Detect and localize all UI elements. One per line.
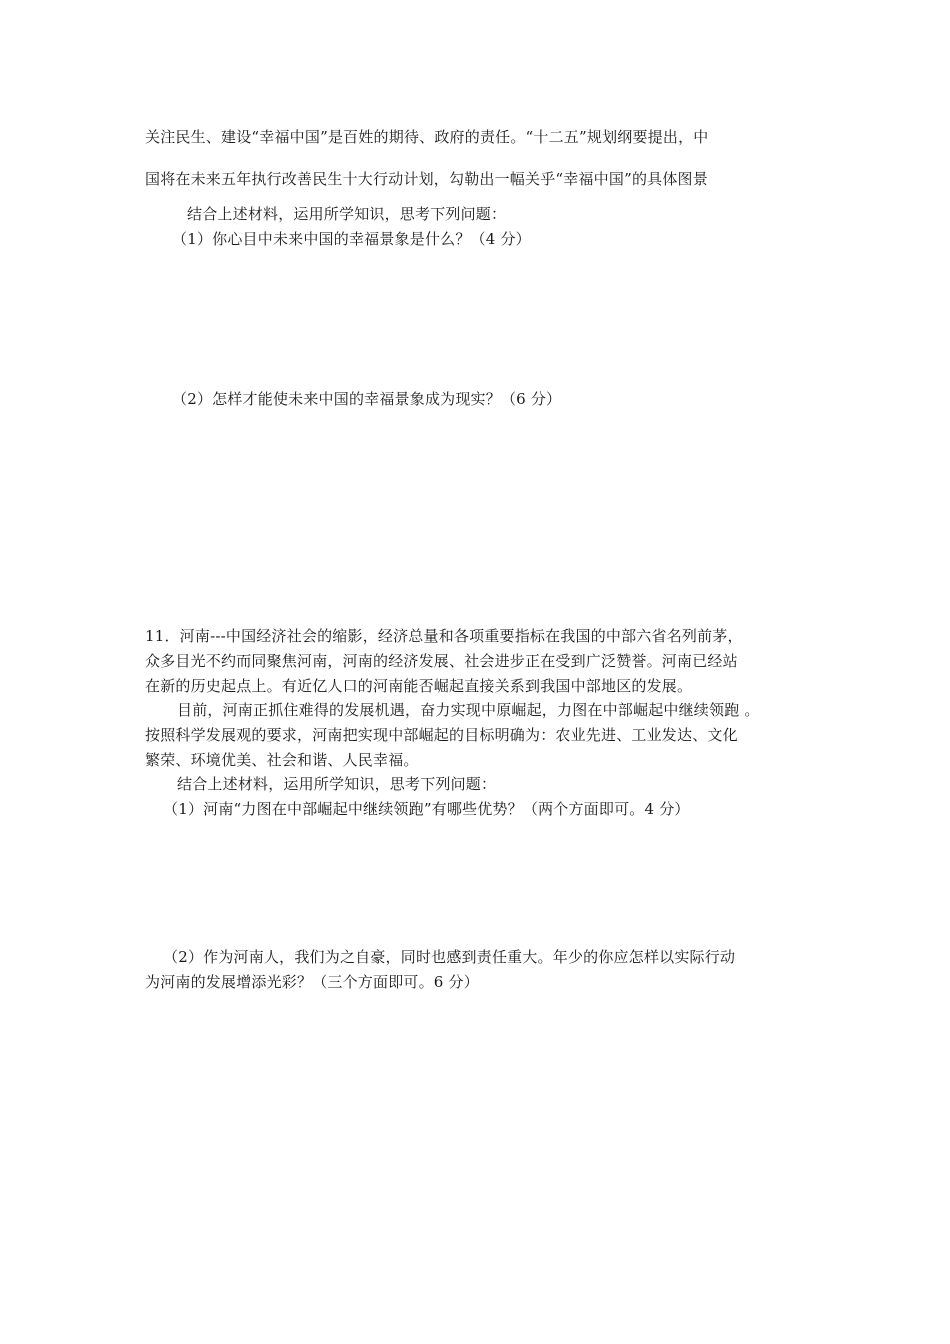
q11-material-line-6: 繁荣、环境优美、社会和谐、人民幸福。 xyxy=(145,751,419,769)
q11-material-line-3: 在新的历史起点上。有近亿人口的河南能否崛起直接关系到我国中部地区的发展。 xyxy=(145,677,693,695)
q11-subquestion-2-line-1: （2）作为河南人，我们为之自豪，同时也感到责任重大。年少的你应怎样以实际行动 xyxy=(163,948,736,966)
q11-material-line-2: 众多目光不约而同聚焦河南，河南的经济发展、社会进步正在受到广泛赞誉。河南已经站 xyxy=(145,652,738,670)
q10-subquestion-2: （2）怎样才能使未来中国的幸福景象成为现实？（6 分） xyxy=(172,390,562,408)
q10-subquestion-1: （1）你心目中未来中国的幸福景象是什么？（4 分） xyxy=(172,230,531,248)
q11-material-line-4: 目前，河南正抓住难得的发展机遇，奋力实现中原崛起，力图在中部崛起中继续领跑 。 xyxy=(177,701,760,719)
q11-material-line-1: 11．河南---中国经济社会的缩影，经济总量和各项重要指标在我国的中部六省名列前茅， xyxy=(145,627,743,645)
q10-material-line-1: 关注民生、建设“幸福中国”是百姓的期待、政府的责任。“十二五”规划纲要提出，中 xyxy=(145,128,709,146)
q11-instruction: 结合上述材料，运用所学知识，思考下列问题： xyxy=(177,775,497,793)
q11-subquestion-2-line-2: 为河南的发展增添光彩？（三个方面即可。6 分） xyxy=(145,973,479,991)
q11-subquestion-1: （1）河南“力图在中部崛起中继续领跑”有哪些优势？（两个方面即可。4 分） xyxy=(163,800,690,818)
q10-instruction: 结合上述材料，运用所学知识，思考下列问题： xyxy=(187,205,507,223)
q11-material-line-5: 按照科学发展观的要求，河南把实现中部崛起的目标明确为：农业先进、工业发达、文化 xyxy=(145,726,738,744)
q10-material-line-2: 国将在未来五年执行改善民生十大行动计划，勾勒出一幅关乎“幸福中国”的具体图景 xyxy=(145,170,708,188)
